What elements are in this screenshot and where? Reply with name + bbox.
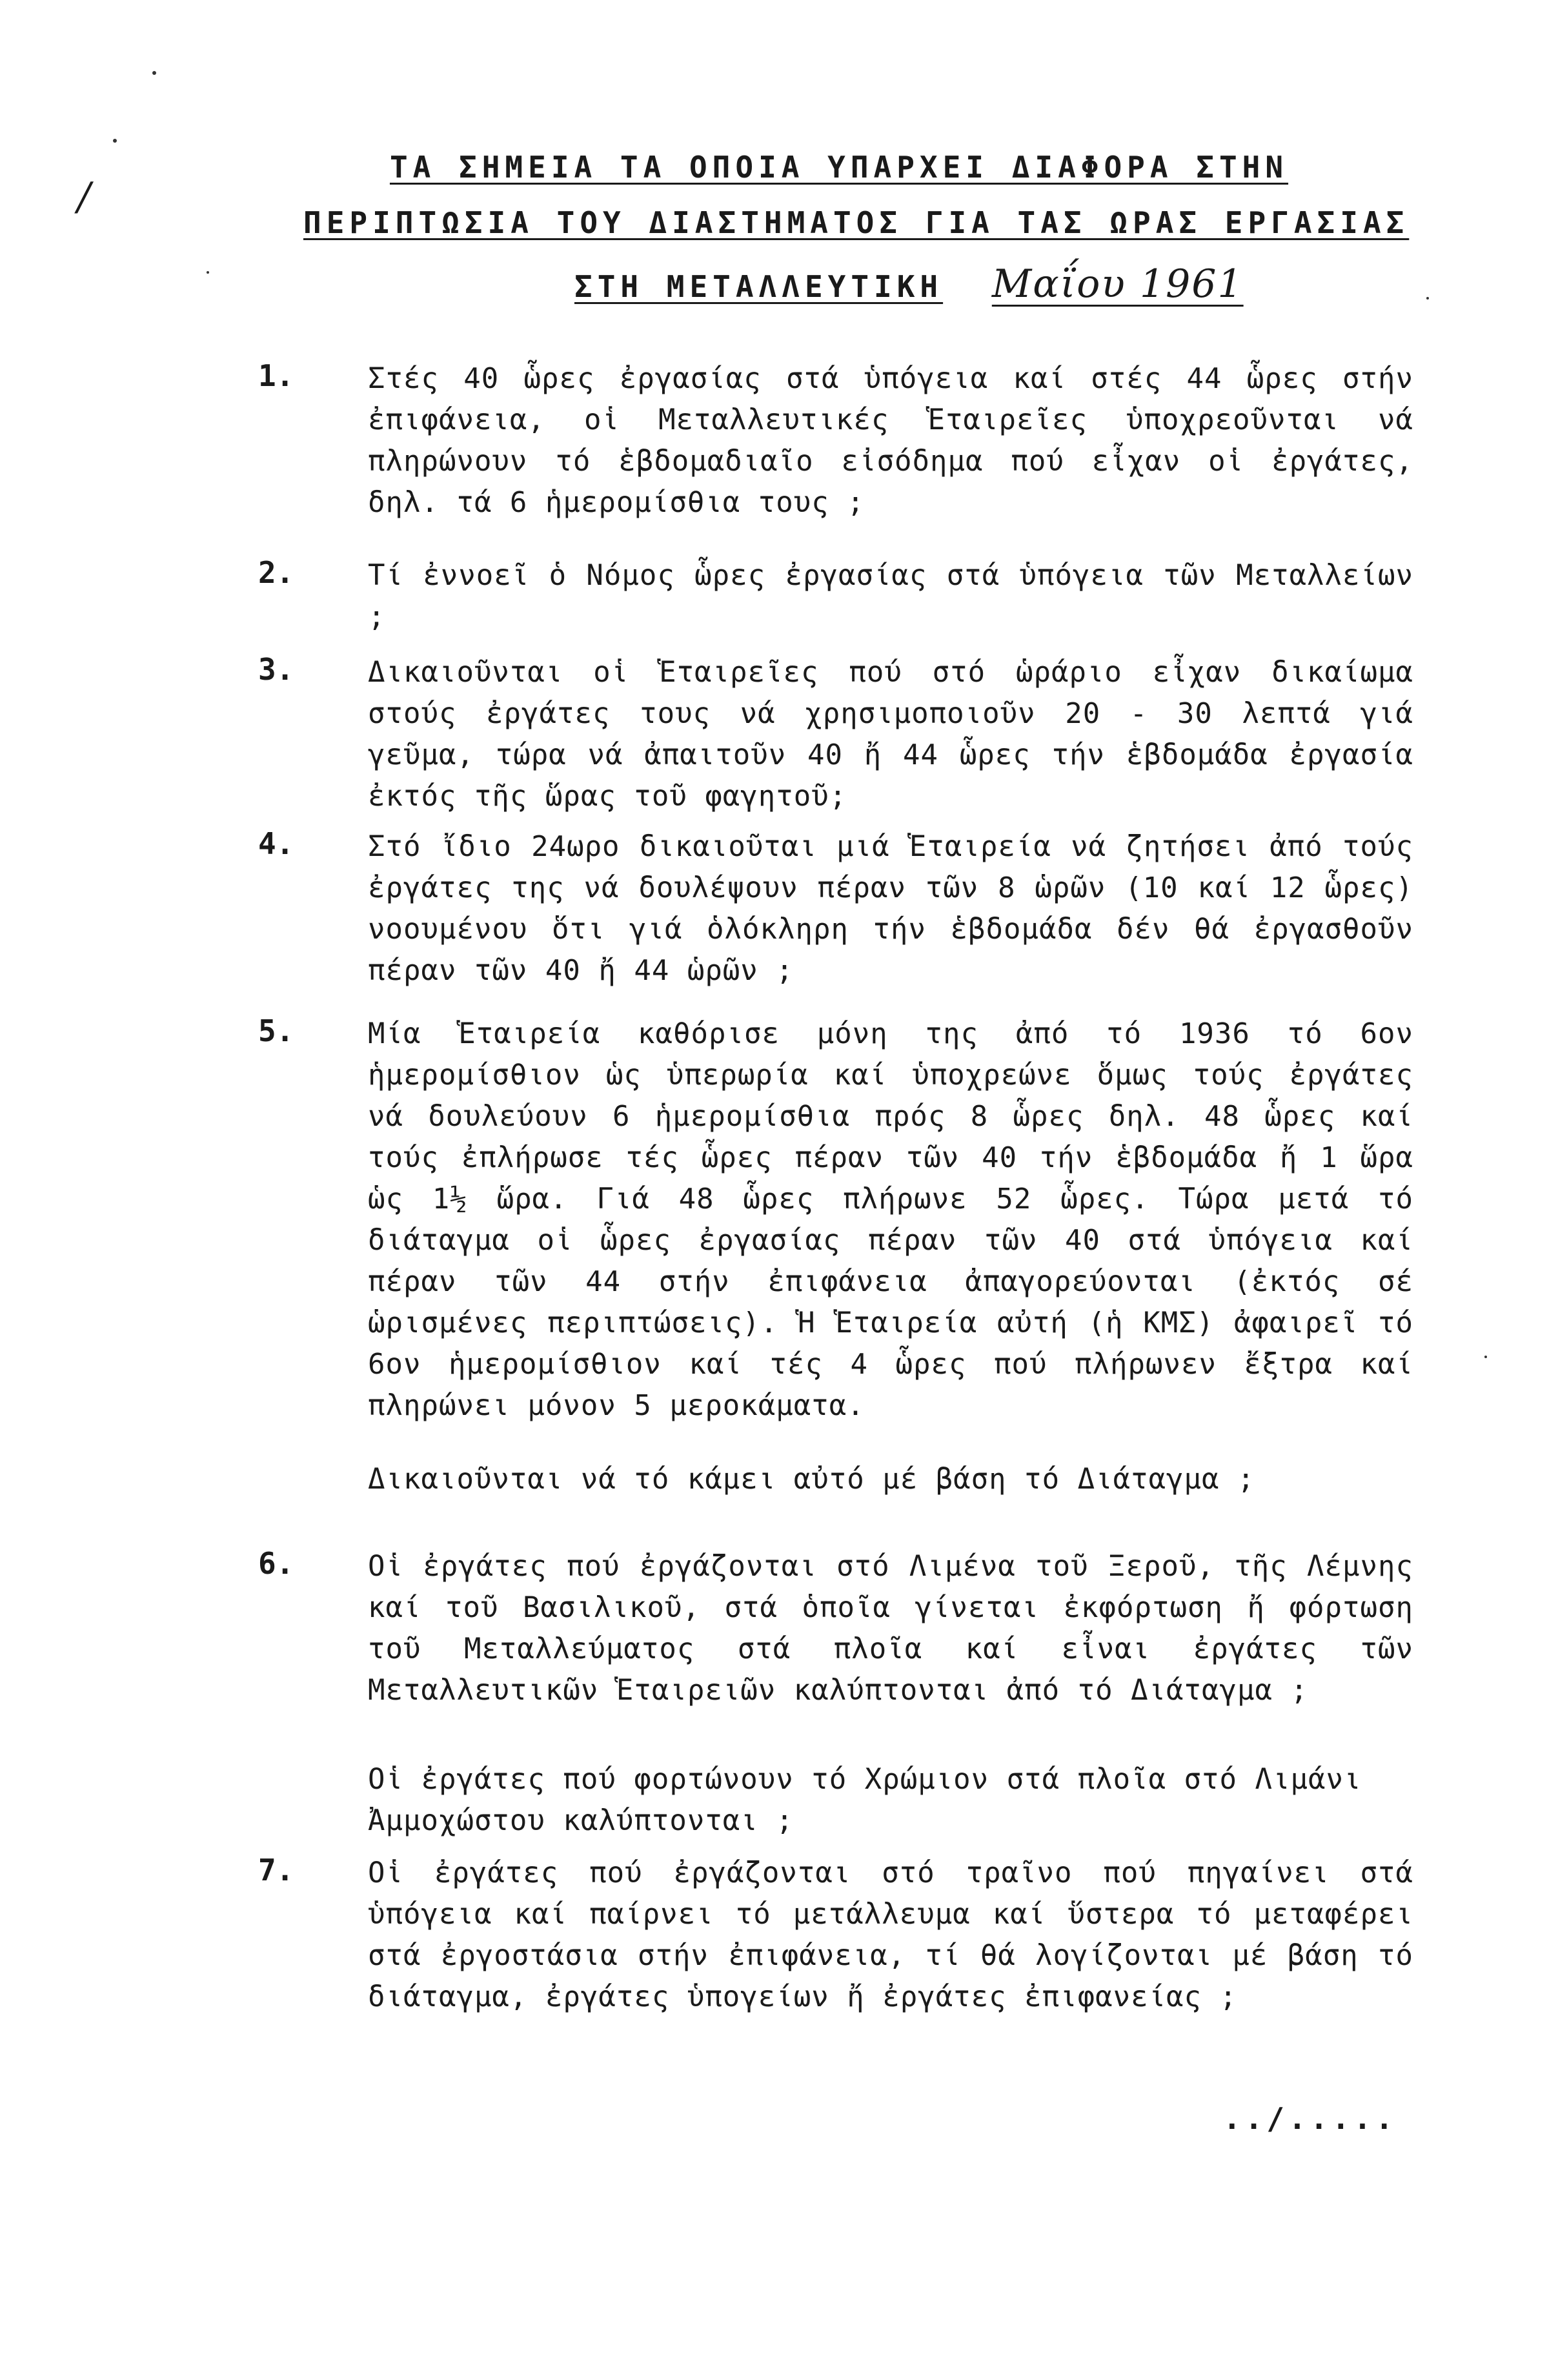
document-title-line-3 — [574, 261, 1244, 307]
scan-speck — [152, 71, 156, 75]
item-followup: Δικαιοῦνται νά τό κάμει αὐτό μέ βάση τό Διάταγμα ; — [368, 1463, 1255, 1496]
document-title-line-2: ΠΕΡΙΠΤΩΣΙΑ ΤΟΥ ΔΙΑΣΤΗΜΑΤΟΣ ΓΙΑ ΤΑΣ ΩΡΑΣ ΕΡΓΑΣΙΑΣ — [303, 205, 1410, 240]
item-number: 4. — [258, 826, 294, 861]
item-number: 3. — [258, 652, 294, 687]
document-title-line-1: ΤΑ ΣΗΜΕΙΑ ΤΑ ΟΠΟΙΑ ΥΠΑΡΧΕΙ ΔΙΑΦΟΡΑ ΣΤΗΝ — [389, 150, 1289, 185]
title-line-3-typed: ΣΤΗ ΜΕΤΑΛΛΕΥΤΙΚΗ — [574, 269, 944, 304]
item-text: Μία Ἑταιρεία καθόρισε μόνη της ἀπό τό 1936 τό 6ον ἡμερομίσθιον ὡς ὑπερωρία καί ὑποχρεώνε ὅμως τούς ἐργάτες νά δουλεύουν 6 ἡμερομίσθια πρός 8 ὧρες δηλ. 48 ὧρες καί τούς ἐπλήρωσε τές ὧρες πέραν τῶν 40 τήν ἑβδομάδα ἤ 1 ὥρα ὡς 1½ ὥρα. Γιά 48 ὧρες πλήρωνε 52 ὧρες. Τώρα μετά τό διάταγμα οἱ ὧρες ἐργασίας πέραν τῶν 40 στά ὑπόγεια καί πέραν τῶν 44 στήν ἐπιφάνεια ἀπαγορεύονται (ἐκτός σέ ὡρισμένες περιπτώσεις). Ἡ Ἑταιρεία αὐτή (ἡ ΚΜΣ) ἀφαιρεῖ τό 6ον ἡμερομίσθιον καί τές 4 ὧρες πού πλήρωνεν ἔξτρα καί πληρώνει μόνον 5 μεροκάματα. — [368, 1017, 1413, 1422]
scan-speck — [113, 139, 117, 143]
handwritten-date: Μαΐου 1961 — [991, 261, 1244, 307]
item-text: Οἱ ἐργάτες πού ἐργάζονται στό Λιμένα τοῦ Ξεροῦ, τῆς Λέμνης καί τοῦ Βασιλικοῦ, στά ὁποῖα γίνεται ἐκφόρτωση ἤ φόρτωση τοῦ Μεταλλεύματος στά πλοῖα καί εἶναι ἐργάτες τῶν Μεταλλευτικῶν Ἑταιρειῶν καλύπτονται ἀπό τό Διάταγμα ; — [368, 1550, 1413, 1707]
item-number: 7. — [258, 1853, 294, 1887]
continuation-mark: ../..... — [1223, 2101, 1397, 2136]
margin-mark: / — [77, 174, 91, 219]
item-text: Τί ἐννοεῖ ὁ Νόμος ὧρες ἐργασίας στά ὑπόγεια τῶν Μεταλλείων ; — [368, 559, 1413, 633]
item-followup: Οἱ ἐργάτες πού φορτώνουν τό Χρώμιον στά πλοῖα στό Λιμάνι Ἀμμοχώστου καλύπτονται ; — [368, 1763, 1362, 1837]
item-text: Οἱ ἐργάτες πού ἐργάζονται στό τραῖνο πού πηγαίνει στά ὑπόγεια καί παίρνει τό μετάλλευμα καί ὕστερα τό μεταφέρει στά ἐργοστάσια στήν ἐπιφάνεια, τί θά λογίζονται μέ βάση τό διάταγμα, ἐργάτες ὑπογείων ἤ ἐργάτες ἐπιφανείας ; — [368, 1856, 1413, 2013]
item-text: Στό ἴδιο 24ωρο δικαιοῦται μιά Ἑταιρεία νά ζητήσει ἀπό τούς ἐργάτες της νά δουλέψουν πέραν τῶν 8 ὡρῶν (10 καί 12 ὧρες) νοουμένου ὅτι γιά ὁλόκληρη τήν ἑβδομάδα δέν θά ἐργασθοῦν πέραν τῶν 40 ἤ 44 ὡρῶν ; — [368, 830, 1413, 987]
item-text: Στές 40 ὧρες ἐργασίας στά ὑπόγεια καί στές 44 ὧρες στήν ἐπιφάνεια, οἱ Μεταλλευτικές Ἑταιρεῖες ὑποχρεοῦνται νά πληρώνουν τό ἑβδομαδιαῖο εἰσόδημα πού εἶχαν οἱ ἐργάτες, δηλ. τά 6 ἡμερομίσθια τους ; — [368, 362, 1413, 519]
item-number: 6. — [258, 1546, 294, 1581]
item-number: 1. — [258, 358, 294, 393]
scan-speck — [207, 271, 209, 274]
item-number: 5. — [258, 1013, 294, 1048]
item-number: 2. — [258, 555, 294, 590]
scan-speck — [1484, 1356, 1487, 1358]
scan-speck — [1426, 297, 1429, 300]
item-text: Δικαιοῦνται οἱ Ἑταιρεῖες πού στό ὡράριο εἶχαν δικαίωμα στούς ἐργάτες τους νά χρησιμοποιοῦν 20 - 30 λεπτά γιά γεῦμα, τώρα νά ἀπαιτοῦν 40 ἤ 44 ὧρες τήν ἑβδομάδα ἐργασία ἐκτός τῆς ὥρας τοῦ φαγητοῦ; — [368, 656, 1413, 813]
